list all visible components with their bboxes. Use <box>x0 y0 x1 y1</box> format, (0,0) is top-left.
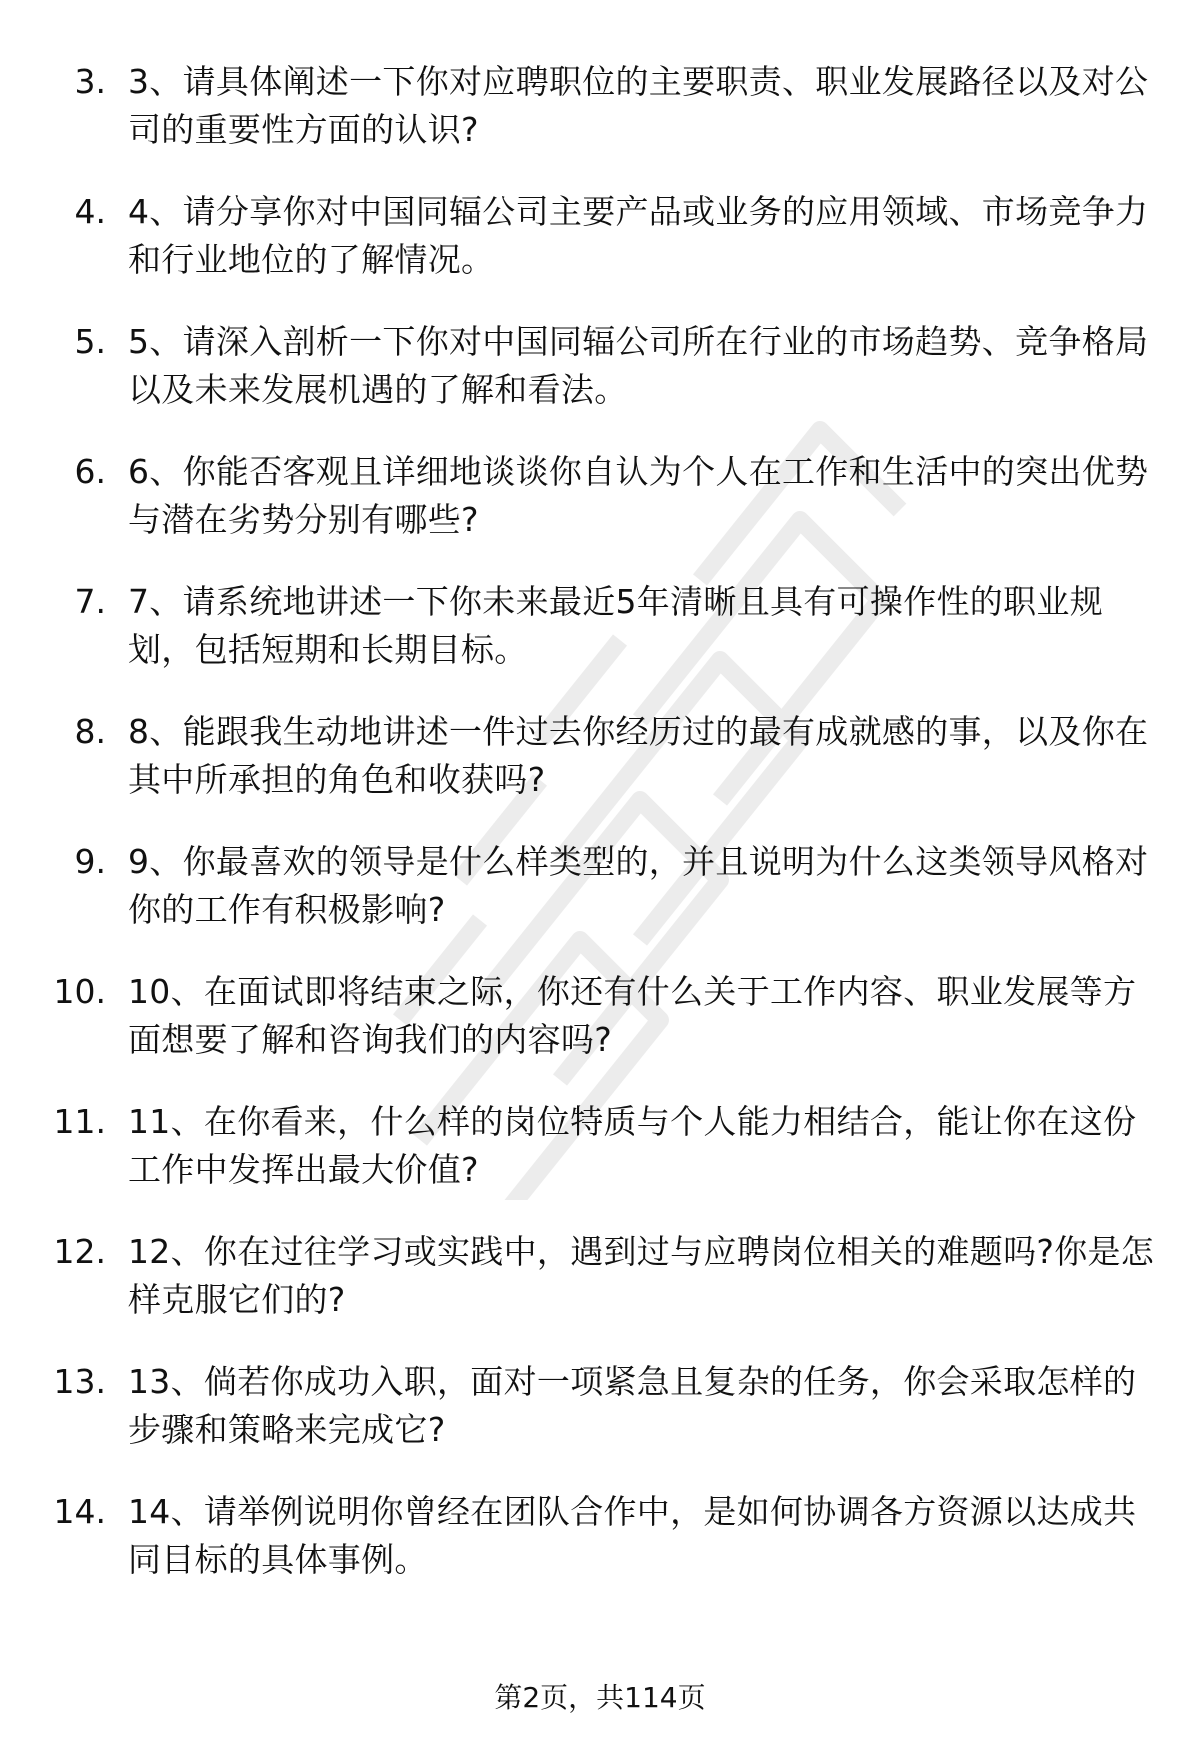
list-item <box>0 318 1200 448</box>
question-text: 14、请举例说明你曾经在团队合作中，是如何协调各方资源以达成共同目标的具体事例。 <box>128 1492 1137 1579</box>
list-item <box>0 1358 1200 1488</box>
question-number: 5. <box>74 322 106 361</box>
question-number: 3. <box>74 62 106 101</box>
list-item <box>0 708 1200 838</box>
question-text: 3、请具体阐述一下你对应聘职位的主要职责、职业发展路径以及对公司的重要性方面的认识? <box>128 62 1149 149</box>
question-text: 4、请分享你对中国同辐公司主要产品或业务的应用领域、市场竞争力和行业地位的了解情况。 <box>128 192 1149 279</box>
question-text: 8、能跟我生动地讲述一件过去你经历过的最有成就感的事，以及你在其中所承担的角色和收获吗? <box>128 712 1149 799</box>
question-number: 13. <box>53 1362 106 1401</box>
question-text: 10、在面试即将结束之际，你还有什么关于工作内容、职业发展等方面想要了解和咨询我们的内容吗? <box>128 972 1137 1059</box>
list-item <box>0 1228 1200 1358</box>
question-number: 6. <box>74 452 106 491</box>
list-item <box>0 1488 1200 1618</box>
list-item <box>0 578 1200 708</box>
question-list <box>0 58 1200 1618</box>
question-text: 13、倘若你成功入职，面对一项紧急且复杂的任务，你会采取怎样的步骤和策略来完成它? <box>128 1362 1137 1449</box>
list-item <box>0 838 1200 968</box>
list-item <box>0 188 1200 318</box>
question-number: 12. <box>53 1232 106 1271</box>
question-text: 6、你能否客观且详细地谈谈你自认为个人在工作和生活中的突出优势与潜在劣势分别有哪些? <box>128 452 1149 539</box>
question-text: 9、你最喜欢的领导是什么样类型的，并且说明为什么这类领导风格对你的工作有积极影响? <box>128 842 1149 929</box>
list-item <box>0 968 1200 1098</box>
question-number: 11. <box>53 1102 106 1141</box>
question-text: 7、请系统地讲述一下你未来最近5年清晰且具有可操作性的职业规划，包括短期和长期目标。 <box>128 582 1103 669</box>
question-number: 9. <box>74 842 106 881</box>
question-text: 12、你在过往学习或实践中，遇到过与应聘岗位相关的难题吗?你是怎样克服它们的? <box>128 1232 1155 1319</box>
page-footer: 第2页，共114页 <box>494 1681 706 1714</box>
question-number: 10. <box>53 972 106 1011</box>
question-text: 5、请深入剖析一下你对中国同辐公司所在行业的市场趋势、竞争格局以及未来发展机遇的了解和看法。 <box>128 322 1149 409</box>
list-item <box>0 58 1200 188</box>
question-number: 7. <box>74 582 106 621</box>
question-number: 8. <box>74 712 106 751</box>
list-item <box>0 448 1200 578</box>
question-number: 4. <box>74 192 106 231</box>
question-number: 14. <box>53 1492 106 1531</box>
list-item <box>0 1098 1200 1228</box>
question-text: 11、在你看来，什么样的岗位特质与个人能力相结合，能让你在这份工作中发挥出最大价值? <box>128 1102 1137 1189</box>
